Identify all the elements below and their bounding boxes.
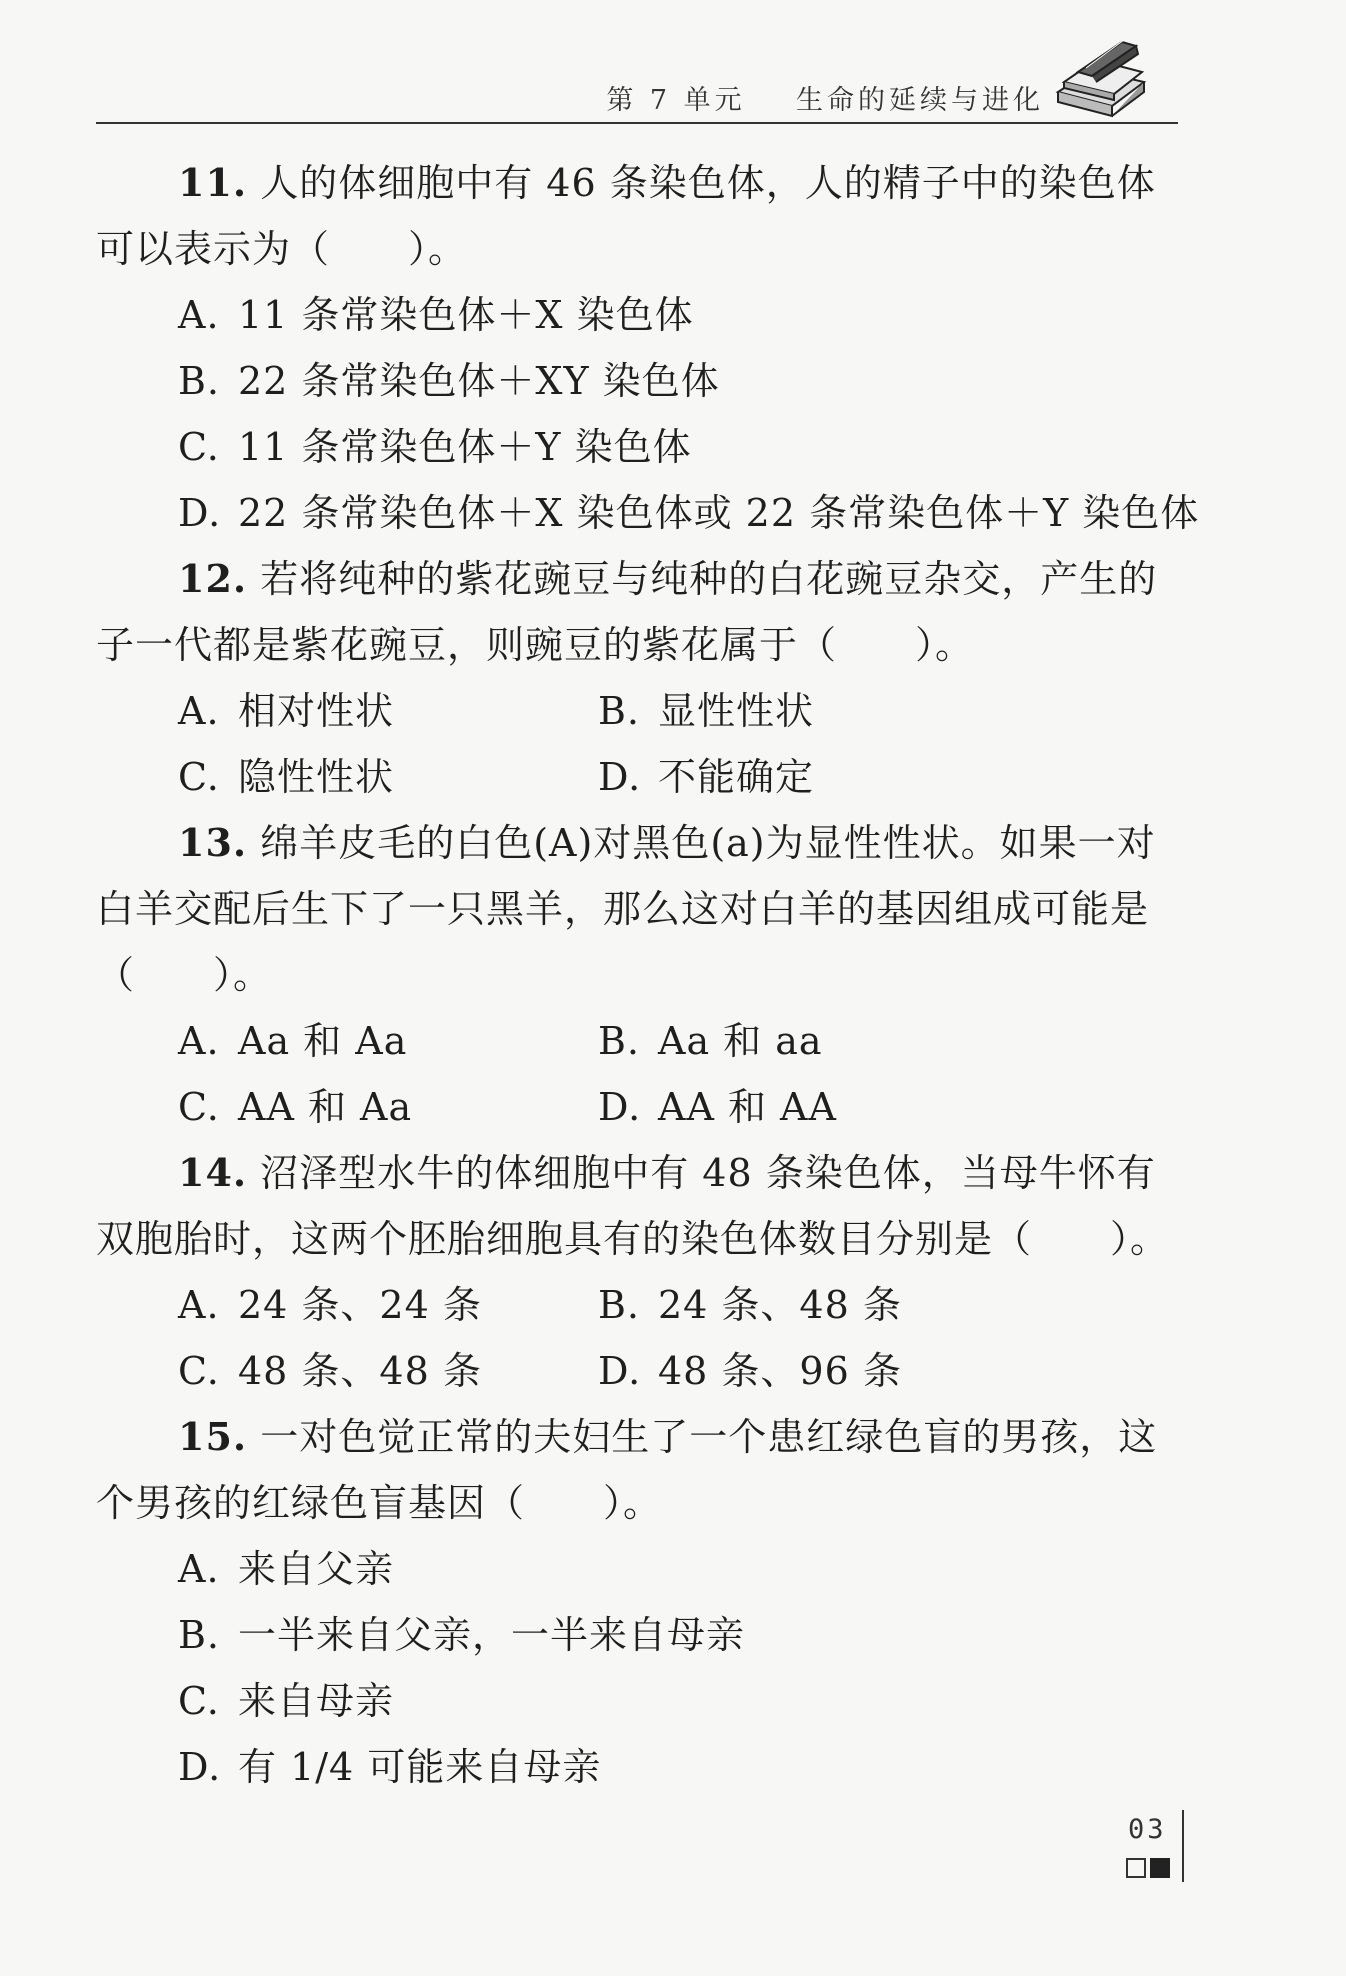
question-stem <box>96 1140 1178 1272</box>
option-c <box>96 414 1178 480</box>
option-row <box>96 1074 1178 1140</box>
question-number: 14. <box>178 1150 248 1195</box>
option-text: 显性性状 <box>658 689 815 733</box>
option-text: 隐性性状 <box>238 755 395 799</box>
option-b <box>96 1602 1178 1668</box>
question-12 <box>96 546 1178 810</box>
option-key: C. <box>178 1679 220 1723</box>
option-key: A. <box>178 1547 220 1591</box>
unit-title: 第 7 单元 生命的延续与进化 <box>606 85 1044 116</box>
question-stem <box>96 1404 1178 1536</box>
option-a <box>96 1008 598 1074</box>
question-15 <box>96 1404 1178 1800</box>
question-text: 一对色觉正常的夫妇生了一个患红绿色盲的男孩，这个男孩的红绿色盲基因（ ）。 <box>96 1415 1158 1525</box>
option-b <box>598 678 814 744</box>
question-number: 15. <box>178 1414 248 1459</box>
question-stem <box>96 810 1178 1008</box>
empty-square-icon <box>1126 1858 1146 1878</box>
question-number: 13. <box>178 820 248 865</box>
option-text: 来自父亲 <box>238 1547 395 1591</box>
option-b <box>598 1272 902 1338</box>
question-number: 12. <box>178 556 248 601</box>
option-row <box>96 1338 1178 1404</box>
option-text: 11 条常染色体＋Y 染色体 <box>238 425 692 469</box>
option-text: 有 1/4 可能来自母亲 <box>238 1745 602 1789</box>
option-key: C. <box>178 425 220 469</box>
option-text: 48 条、48 条 <box>238 1349 482 1393</box>
option-row <box>96 1008 1178 1074</box>
option-row <box>96 678 1178 744</box>
option-text: 11 条常染色体＋X 染色体 <box>238 293 694 337</box>
option-key: D. <box>178 1745 222 1789</box>
question-14 <box>96 1140 1178 1404</box>
option-key: D. <box>598 755 642 799</box>
question-list <box>96 150 1200 1800</box>
option-key: B. <box>598 1019 641 1063</box>
question-13 <box>96 810 1178 1140</box>
option-a <box>96 678 598 744</box>
option-a <box>96 282 1178 348</box>
option-text: 48 条、96 条 <box>658 1349 902 1393</box>
option-key: A. <box>178 293 220 337</box>
option-key: A. <box>178 689 220 733</box>
option-row <box>96 744 1178 810</box>
option-c <box>96 1074 598 1140</box>
option-b <box>598 1008 823 1074</box>
option-text: 22 条常染色体＋XY 染色体 <box>238 359 720 403</box>
option-c <box>96 1338 598 1404</box>
filled-square-icon <box>1150 1858 1170 1878</box>
option-d <box>598 744 814 810</box>
question-text: 绵羊皮毛的白色(A)对黑色(a)为显性性状。如果一对白羊交配后生下了一只黑羊，那么这对白羊的基因组成可能是（ ）。 <box>96 821 1156 997</box>
page-number: 03 <box>1128 1814 1167 1845</box>
option-text: 相对性状 <box>238 689 395 733</box>
question-number: 11. <box>178 160 248 205</box>
option-d <box>598 1338 902 1404</box>
option-key: D. <box>598 1085 642 1129</box>
option-text: 24 条、24 条 <box>238 1283 482 1327</box>
option-text: 22 条常染色体＋X 染色体或 22 条常染色体＋Y 染色体 <box>238 491 1200 535</box>
question-stem <box>96 546 1178 678</box>
option-text: AA 和 AA <box>658 1085 837 1129</box>
page-footer <box>1110 1810 1190 1910</box>
option-c <box>96 1668 1178 1734</box>
footer-divider <box>1182 1810 1184 1882</box>
option-b <box>96 348 1178 414</box>
option-key: A. <box>178 1019 220 1063</box>
option-key: C. <box>178 1349 220 1393</box>
option-text: Aa 和 Aa <box>238 1019 408 1063</box>
book-stack-icon <box>1052 32 1150 118</box>
option-d <box>598 1074 837 1140</box>
option-key: C. <box>178 755 220 799</box>
question-11 <box>96 150 1200 546</box>
option-text: 不能确定 <box>658 755 815 799</box>
option-d <box>96 480 1200 546</box>
option-text: 来自母亲 <box>238 1679 395 1723</box>
option-key: B. <box>598 1283 641 1327</box>
option-a <box>96 1272 598 1338</box>
page-header <box>96 60 1178 124</box>
option-key: B. <box>178 359 221 403</box>
option-c <box>96 744 598 810</box>
option-row <box>96 1272 1178 1338</box>
question-text: 沼泽型水牛的体细胞中有 48 条染色体，当母牛怀有双胞胎时，这两个胚胎细胞具有的染色体数目分别是（ ）。 <box>96 1151 1170 1261</box>
question-text: 人的体细胞中有 46 条染色体，人的精子中的染色体可以表示为（ ）。 <box>96 161 1156 271</box>
option-key: B. <box>598 689 641 733</box>
option-d <box>96 1734 1178 1800</box>
option-key: C. <box>178 1085 220 1129</box>
option-text: Aa 和 aa <box>658 1019 823 1063</box>
option-key: B. <box>178 1613 221 1657</box>
question-text: 若将纯种的紫花豌豆与纯种的白花豌豆杂交，产生的子一代都是紫花豌豆，则豌豆的紫花属于（ ）。 <box>96 557 1158 667</box>
option-text: AA 和 Aa <box>238 1085 413 1129</box>
option-text: 24 条、48 条 <box>658 1283 902 1327</box>
option-key: D. <box>178 491 222 535</box>
option-text: 一半来自父亲，一半来自母亲 <box>238 1613 746 1657</box>
option-a <box>96 1536 1178 1602</box>
option-key: D. <box>598 1349 642 1393</box>
question-stem <box>96 150 1178 282</box>
option-key: A. <box>178 1283 220 1327</box>
